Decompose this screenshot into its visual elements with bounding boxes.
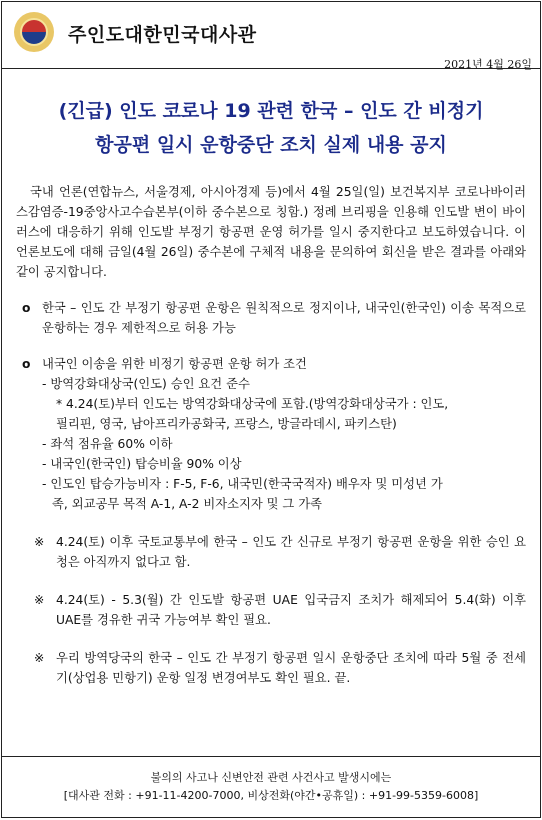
contact-footer <box>2 756 540 805</box>
header <box>2 2 540 71</box>
condition-item: 족, 외교공무 목적 A-1, A-2 비자소지자 및 그 가족 <box>52 497 322 511</box>
notice-body <box>16 182 526 688</box>
notice-date: 2021년 4월 26일 <box>444 58 532 71</box>
note-text: 4.24(토) - 5.3(월) 간 인도발 항공편 UAE 입국금지 조치가 해제되어 5.4(화) 이후 UAE를 경유한 귀국 가능여부 확인 필요. <box>56 593 526 627</box>
bullet-item <box>16 354 526 374</box>
emergency-contact: [대사관 전화 : +91-11-4200-7000, 비상전화(야간•공휴일) : +91-99-5359-6008] <box>63 789 479 802</box>
note-text: 4.24(토) 이후 국토교통부에 한국 – 인도 간 신규로 부정기 항공편 운항을 위한 승인 요청은 아직까지 없다고 함. <box>56 535 526 569</box>
embassy-name: 주인도대한민국대사관 <box>68 24 257 46</box>
condition-note-line: 필리핀, 영국, 남아프리카공화국, 프랑스, 방글라데시, 파키스탄) <box>56 417 397 431</box>
condition-item: - 내국인(한국인) 탑승비율 90% 이상 <box>42 457 242 471</box>
condition-item: - 방역강화대상국(인도) 승인 요건 준수 <box>42 377 250 391</box>
note-mark: ※ <box>34 651 45 665</box>
note-item <box>16 532 526 572</box>
bullet-mark: o <box>22 357 31 371</box>
note-mark: ※ <box>34 535 45 549</box>
condition-item: - 좌석 점유율 60% 이하 <box>42 437 173 451</box>
bullet-mark: o <box>22 301 31 315</box>
bullet-text: 내국인 이송을 위한 비정기 항공편 운항 허가 조건 <box>42 357 307 371</box>
condition-list <box>16 434 526 514</box>
bullet-text: 한국 – 인도 간 부정기 항공편 운항은 원칙적으로 정지이나, 내국인(한국인) 이송 목적으로 운항하는 경우 제한적으로 허용 가능 <box>42 301 526 335</box>
embassy-emblem-icon <box>14 12 54 52</box>
condition-note <box>16 394 526 434</box>
notice-page <box>1 1 541 818</box>
notice-title <box>2 94 540 162</box>
intro-paragraph: 국내 언론(연합뉴스, 서울경제, 아시아경제 등)에서 4월 25일(일) 보건복지부 코로나바이러스감염증-19중앙사고수습본부(이하 중수본으로 칭함.) 정례 브리핑을 인용해 인도발 변이 바이러스에 대응하기 위해 인도발 부정기 항공편 운영 허가를 일시 중지한다고 보도하였습니다. 이 언론보도에 대해 금일(4월 26일) 중수본에 구체적 내용을 문의하여 회신을 받은 결과를 아래와 같이 공지합니다. <box>16 185 526 279</box>
note-mark: ※ <box>34 593 45 607</box>
condition-list <box>16 374 526 394</box>
note-text: 우리 방역당국의 한국 – 인도 간 부정기 항공편 일시 운항중단 조치에 따라 5월 중 전세기(상업용 민항기) 운항 일정 변경여부도 확인 필요. 끝. <box>56 651 526 685</box>
title-line-2: 항공편 일시 운항중단 조치 실제 내용 공지 <box>95 134 447 156</box>
footer-line-1: 불의의 사고나 신변안전 관련 사건사고 발생시에는 <box>150 771 392 784</box>
title-line-1: (긴급) 인도 코로나 19 관련 한국 – 인도 간 비정기 <box>58 100 484 122</box>
condition-item: - 인도인 탑승가능비자 : F-5, F-6, 내국민(한국국적자) 배우자 및 미성년 가 <box>42 477 443 491</box>
note-item <box>16 648 526 688</box>
header-divider <box>2 68 540 69</box>
condition-note-line: * 4.24(토)부터 인도는 방역강화대상국에 포함.(방역강화대상국가 : 인도, <box>56 397 449 411</box>
bullet-item <box>16 298 526 338</box>
note-item <box>16 590 526 630</box>
